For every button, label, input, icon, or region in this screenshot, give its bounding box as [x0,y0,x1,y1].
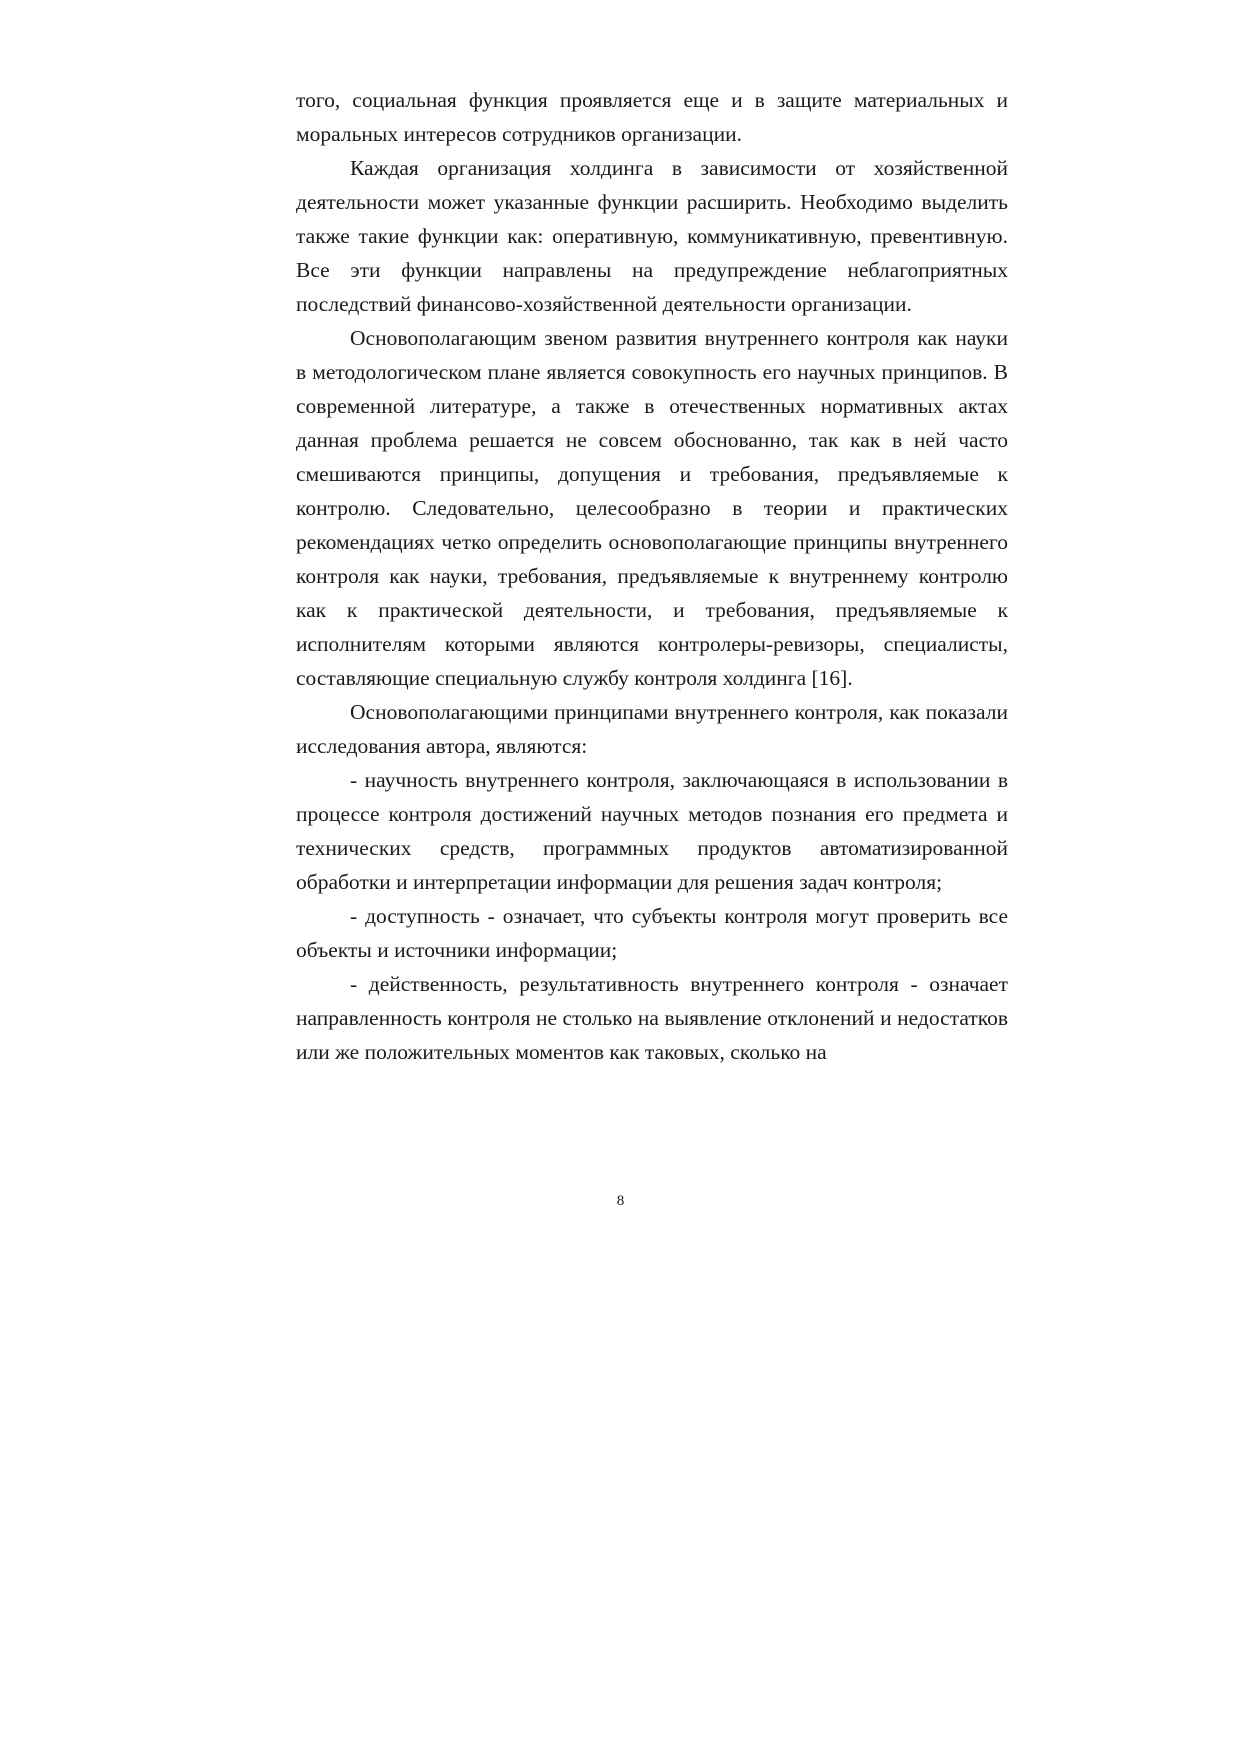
paragraph-principles-intro: Основополагающими принципами внутреннего контроля, как показали исследования автора, являются: [296,700,1008,758]
paragraph-continuation: того, социальная функция проявляется еще и в защите материальных и моральных интересов сотрудников организации. [296,88,1008,146]
list-item-scientific: - научность внутреннего контроля, заключающаяся в использовании в процессе контроля достижений научных методов познания его предмета и технических средств, программных продуктов автоматизированной обработки и интерпретации информации для решения задач контроля; [296,768,1008,894]
list-item-accessibility: - доступность - означает, что субъекты контроля могут проверить все объекты и источники информации; [296,904,1008,962]
paragraph-holding-functions: Каждая организация холдинга в зависимости от хозяйственной деятельности может указанные функции расширить. Необходимо выделить также такие функции как: оперативную, коммуникативную, превентивную. Все эти функции направлены на предупреждение неблагоприятных последствий финансово-хозяйственной деятельности организации. [296,156,1008,316]
list-item-effectiveness: - действенность, результативность внутреннего контроля - означает направленность контроля не столько на выявление отклонений и недостатков или же положительных моментов как таковых, сколько на [296,972,1008,1064]
paragraph-control-principles: Основополагающим звеном развития внутреннего контроля как науки в методологическом плане является совокупность его научных принципов. В современной литературе, а также в отечественных нормативных актах данная проблема решается не совсем обоснованно, так как в ней часто смешиваются принципы, допущения и требования, предъявляемые к контролю. Следовательно, целесообразно в теории и практических рекомендациях четко определить основополагающие принципы внутреннего контроля как науки, требования, предъявляемые к внутреннему контролю как к практической деятельности, и требования, предъявляемые к исполнителям которыми являются контролеры-ревизоры, специалисты, составляющие специальную службу контроля холдинга [16]. [296,326,1008,690]
body-text [296,83,1008,1069]
page-number: 8 [616,1193,625,1209]
